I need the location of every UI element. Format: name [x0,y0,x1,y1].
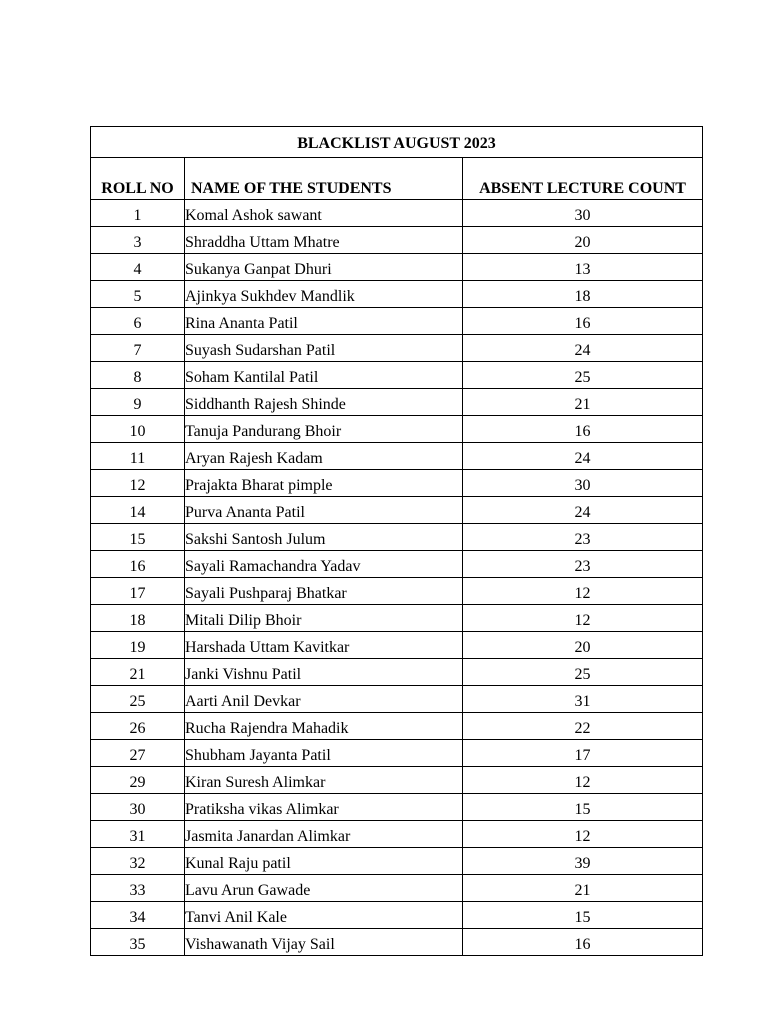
cell-roll-no: 10 [91,416,185,443]
cell-student-name: Sakshi Santosh Julum [185,524,463,551]
cell-absent-count: 12 [463,605,703,632]
table-row [91,254,703,281]
cell-roll-no: 7 [91,335,185,362]
cell-student-name: Rina Ananta Patil [185,308,463,335]
table-row [91,875,703,902]
table-row [91,335,703,362]
cell-absent-count: 23 [463,551,703,578]
cell-absent-count: 25 [463,362,703,389]
cell-absent-count: 17 [463,740,703,767]
cell-roll-no: 15 [91,524,185,551]
cell-roll-no: 5 [91,281,185,308]
cell-student-name: Purva Ananta Patil [185,497,463,524]
table-row [91,767,703,794]
cell-roll-no: 31 [91,821,185,848]
cell-student-name: Tanvi Anil Kale [185,902,463,929]
cell-student-name: Tanuja Pandurang Bhoir [185,416,463,443]
cell-student-name: Ajinkya Sukhdev Mandlik [185,281,463,308]
cell-roll-no: 33 [91,875,185,902]
cell-student-name: Suyash Sudarshan Patil [185,335,463,362]
cell-roll-no: 29 [91,767,185,794]
cell-roll-no: 3 [91,227,185,254]
table-row [91,443,703,470]
cell-roll-no: 8 [91,362,185,389]
cell-absent-count: 12 [463,767,703,794]
cell-absent-count: 16 [463,929,703,956]
table-row [91,416,703,443]
cell-absent-count: 12 [463,821,703,848]
cell-absent-count: 23 [463,524,703,551]
cell-absent-count: 18 [463,281,703,308]
cell-roll-no: 12 [91,470,185,497]
cell-absent-count: 22 [463,713,703,740]
cell-student-name: Aryan Rajesh Kadam [185,443,463,470]
cell-student-name: Soham Kantilal Patil [185,362,463,389]
cell-student-name: Vishawanath Vijay Sail [185,929,463,956]
cell-student-name: Kunal Raju patil [185,848,463,875]
table-row [91,362,703,389]
cell-student-name: Janki Vishnu Patil [185,659,463,686]
table-body [91,200,703,956]
table-row [91,929,703,956]
cell-student-name: Pratiksha vikas Alimkar [185,794,463,821]
cell-student-name: Kiran Suresh Alimkar [185,767,463,794]
cell-absent-count: 24 [463,335,703,362]
cell-roll-no: 17 [91,578,185,605]
table-row [91,578,703,605]
cell-absent-count: 12 [463,578,703,605]
cell-student-name: Aarti Anil Devkar [185,686,463,713]
cell-student-name: Lavu Arun Gawade [185,875,463,902]
cell-student-name: Prajakta Bharat pimple [185,470,463,497]
table-row [91,686,703,713]
table-row [91,605,703,632]
cell-roll-no: 21 [91,659,185,686]
header-student-name: NAME OF THE STUDENTS [185,158,463,200]
cell-absent-count: 25 [463,659,703,686]
cell-student-name: Jasmita Janardan Alimkar [185,821,463,848]
cell-roll-no: 25 [91,686,185,713]
table-row [91,200,703,227]
cell-absent-count: 21 [463,875,703,902]
table-row [91,281,703,308]
cell-roll-no: 4 [91,254,185,281]
blacklist-table [90,126,703,956]
cell-absent-count: 15 [463,794,703,821]
cell-roll-no: 34 [91,902,185,929]
cell-roll-no: 1 [91,200,185,227]
cell-student-name: Rucha Rajendra Mahadik [185,713,463,740]
table-row [91,659,703,686]
cell-roll-no: 18 [91,605,185,632]
cell-absent-count: 20 [463,632,703,659]
table-row [91,227,703,254]
cell-student-name: Harshada Uttam Kavitkar [185,632,463,659]
cell-roll-no: 26 [91,713,185,740]
cell-absent-count: 30 [463,200,703,227]
table-row [91,821,703,848]
cell-student-name: Shubham Jayanta Patil [185,740,463,767]
document-page [90,126,702,956]
cell-absent-count: 15 [463,902,703,929]
table-row [91,632,703,659]
cell-roll-no: 19 [91,632,185,659]
table-row [91,524,703,551]
cell-absent-count: 30 [463,470,703,497]
cell-roll-no: 32 [91,848,185,875]
cell-roll-no: 30 [91,794,185,821]
cell-student-name: Mitali Dilip Bhoir [185,605,463,632]
cell-absent-count: 31 [463,686,703,713]
header-roll-no: ROLL NO [91,158,185,200]
cell-absent-count: 16 [463,308,703,335]
cell-roll-no: 11 [91,443,185,470]
cell-absent-count: 21 [463,389,703,416]
cell-student-name: Shraddha Uttam Mhatre [185,227,463,254]
table-row [91,740,703,767]
cell-student-name: Komal Ashok sawant [185,200,463,227]
table-row [91,902,703,929]
cell-roll-no: 6 [91,308,185,335]
table-row [91,794,703,821]
cell-absent-count: 24 [463,497,703,524]
cell-roll-no: 14 [91,497,185,524]
table-row [91,497,703,524]
cell-absent-count: 13 [463,254,703,281]
cell-roll-no: 16 [91,551,185,578]
cell-roll-no: 9 [91,389,185,416]
table-row [91,470,703,497]
table-row [91,389,703,416]
table-title: BLACKLIST AUGUST 2023 [91,127,703,158]
cell-absent-count: 39 [463,848,703,875]
cell-student-name: Siddhanth Rajesh Shinde [185,389,463,416]
table-row [91,551,703,578]
cell-roll-no: 35 [91,929,185,956]
cell-student-name: Sayali Ramachandra Yadav [185,551,463,578]
header-absent-count: ABSENT LECTURE COUNT [463,158,703,200]
cell-roll-no: 27 [91,740,185,767]
table-title-row [91,127,703,158]
cell-student-name: Sukanya Ganpat Dhuri [185,254,463,281]
cell-absent-count: 24 [463,443,703,470]
cell-student-name: Sayali Pushparaj Bhatkar [185,578,463,605]
cell-absent-count: 20 [463,227,703,254]
column-header-row [91,158,703,200]
table-row [91,713,703,740]
table-row [91,848,703,875]
table-row [91,308,703,335]
cell-absent-count: 16 [463,416,703,443]
